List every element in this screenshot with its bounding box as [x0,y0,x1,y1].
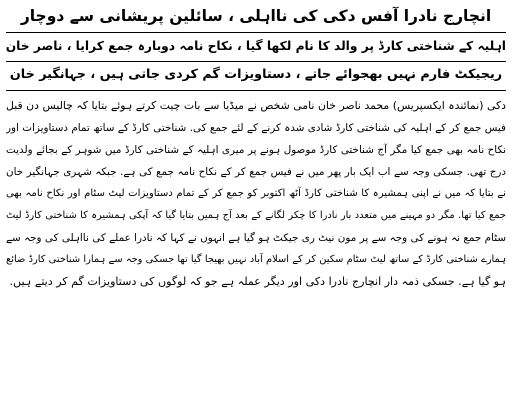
body-line: سٹام جمع نہ ہونے کی وجہ سے پر مون نیٹ ری جیکٹ ہو گیا ہے انہوں نے کہا کہ نادرا عملے کی نااہلی کی وجہ سے [6,232,506,244]
body-line: فیس جمع کر کے اہلیہ کی شناختی کارڈ شادی شدہ کرنے کے لئے جمع کی. شناختی کارڈ کے ساتھ تمام دستاویزات اور [6,122,506,134]
body-line: نے بتایا کہ میں نے اپنی ہمشیرہ کا شناختی کارڈ آٹھ اکتوبر کو جمع کر کے تمام دستاویزات لیٹ سٹام اور نکاح نامہ بھی [6,188,506,199]
headline-sub-2: ریجیکٹ فارم نہیں بھجوائے جاتے ، دستاویزات گم کردی جاتی ہیں ، جہانگیر خان [9,67,503,82]
article-body [6,95,506,293]
body-line: ہمارے شناختی کارڈ کے ساتھ لیٹ سٹام سکین کر کے اسلام آباد نہیں بھیجا گیا تھا جسکی وجہ سے ہمارا شناختی کارڈ ضائع [6,254,506,265]
body-line: دکی (نمائندہ ایکسپریس) محمد ناصر خان نامی شخص نے میڈیا سے بات چیت کرتے ہوئے بتایا کہ چالیس دن قبل [6,99,506,112]
body-line: درج تھی. جسکی وجہ سے اب ایک بار پھر میں نے فیس جمع کر کے نکاح نامہ جمع کی ہے. جبکہ شہری جہانگیر خان [6,166,506,178]
headline-divider [6,61,506,62]
body-line: نکاح نامہ بھی جمع کیا مگر آج شناختی کارڈ موصول ہونے پر میری اہلیہ کے شناختی کارڈ میں شوہر کے بجائے ولدیت [6,144,506,156]
headline-divider [6,90,506,91]
body-line: ہو گیا ہے. جسکی ذمہ دار انچارج نادرا دکی اور دیگر عملہ ہے جو کہ لوگوں کی دستاویزات گم کر دیتے ہیں. [9,275,506,288]
headline-main: انچارج نادرا آفس دکی کی نااہلی ، سائلین پریشانی سے دوچار [20,7,492,25]
headline-sub-1: اہلیہ کے شناختی کارڈ پر والد کا نام لکھا گیا ، نکاح نامہ دوبارہ جمع کرایا ، ناصر خان [6,39,506,53]
headline-divider [6,32,506,33]
body-line: جمع کیا تھا. مگر دو مہینے میں متعدد بار نادرا کا چکر لگانے کے بعد آج ہمیں بتایا گیا کہ آپکی ہمشیرہ کا شناختی کارڈ لیٹ [6,210,506,221]
